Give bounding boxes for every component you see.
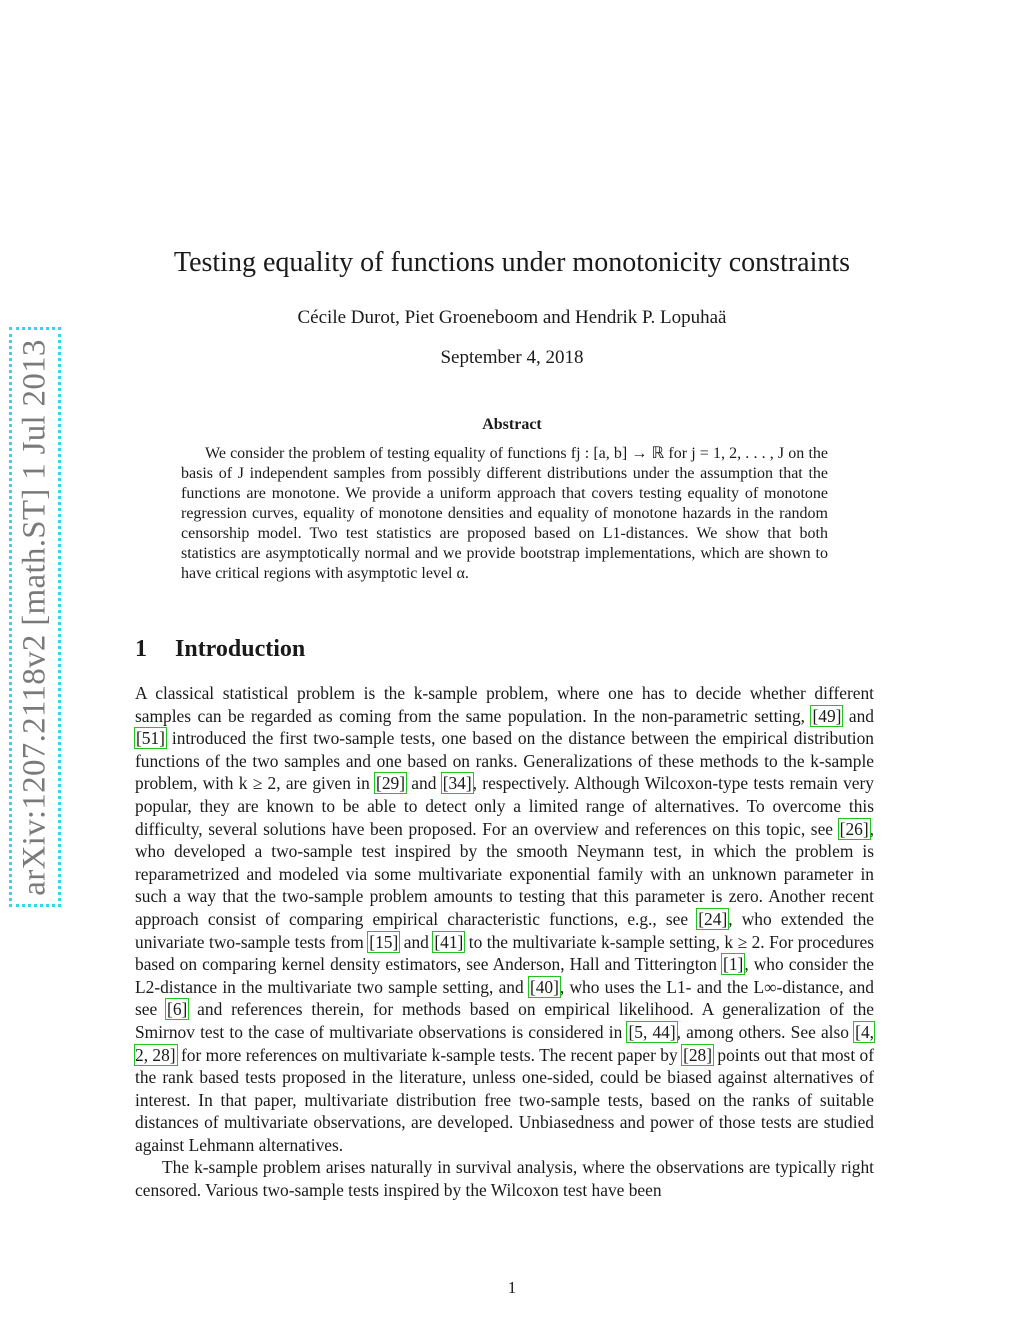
paragraph: The k-sample problem arises naturally in survival analysis, where the observations are typically right censored. Various two-sample tests inspired by the Wilcoxon test have been (135, 1157, 874, 1201)
text-run: , who consider the L2-distance in the multivariate two sample setting, and (135, 954, 874, 997)
citation-link[interactable]: [28] (683, 1044, 713, 1065)
citation-link[interactable]: [4, 2, 28] (135, 1021, 874, 1065)
paper-date: September 4, 2018 (440, 347, 584, 368)
text-run: and (406, 773, 442, 794)
citation-link[interactable]: [6] (167, 999, 188, 1020)
text-run: A classical statistical problem is the k-sample problem, where one has to decide whether different samples can be regarded as coming from the same population. In the non-parametric setting, (135, 683, 874, 726)
section-heading-introduction (135, 636, 305, 663)
abstract-heading: Abstract (482, 416, 542, 433)
citation-link[interactable]: [41] (434, 931, 464, 952)
paragraph (135, 682, 874, 1156)
citation-link[interactable]: [24] (698, 908, 728, 929)
arxiv-sidebar-stamp (9, 327, 61, 907)
text-run: , who uses the L1- and the L∞-distance, and see (135, 976, 874, 1020)
citation-link[interactable]: [29] (376, 773, 406, 794)
citation-link[interactable]: [15] (369, 931, 399, 952)
paper-authors: Cécile Durot, Piet Groeneboom and Hendrik P. Lopuhaä (297, 307, 727, 328)
introduction-body (135, 682, 874, 1202)
section-number: 1 (135, 636, 147, 662)
text-run: , among others. See also (676, 1021, 855, 1042)
text-run: to the multivariate k-sample setting, k ≥ 2. For procedures based on comparing kernel density estimators, see Anderson, Hall and Titterington (135, 931, 875, 975)
text-run: and (842, 705, 874, 726)
citation-link[interactable]: [40] (529, 976, 559, 997)
page-number: 1 (507, 1278, 517, 1297)
citation-link[interactable]: [26] (839, 818, 869, 839)
text-run: for more references on multivariate k-sample tests. The recent paper by (176, 1044, 683, 1065)
paper-title: Testing equality of functions under monotonicity constraints (173, 247, 851, 278)
text-run: points out that most of the rank based tests proposed in the literature, unless one-sided, could be biased against alternatives of interest. In that paper, multivariate distribution free two-sample tests, based on the ranks of suitable distances of multivariate observations, are developed. Unbiasedness and power of those tests are studied against Lehmann alternatives. (135, 1044, 874, 1155)
text-run: and references therein, for methods based on empirical likelihood. A generalization of the Smirnov test to the case of multivariate observations is considered in (135, 999, 874, 1042)
citation-link[interactable]: [51] (136, 728, 165, 749)
arxiv-identifier[interactable]: arXiv:1207.2118v2 [math.ST] 1 Jul 2013 (16, 338, 53, 896)
citation-link[interactable]: [5, 44] (628, 1021, 676, 1042)
text-run: introduced the first two-sample tests, one based on the distance between the empirical distribution functions of the two samples and one based on ranks. Generalizations of these methods to the k-sample problem, with k ≥ 2, are given in (135, 728, 874, 794)
section-title: Introduction (175, 636, 306, 662)
citation-link[interactable]: [1] (723, 954, 744, 975)
citation-link[interactable]: [49] (812, 705, 842, 726)
text-run: , who developed a two-sample test inspired by the smooth Neymann test, in which the problem is reparametrized and modeled via some multivariate exponential family with an unknown parameter in such a way that the two-sample problem amounts to testing that this parameter is zero. Another recent approach consist of comparing empirical characteristic functions, e.g., see (135, 818, 874, 929)
text-run: , respectively. Although Wilcoxon-type tests remain very popular, they are known to be able to detect only a limited range of alternatives. To overcome this difficulty, several solutions have been proposed. For an overview and references on this topic, see (135, 773, 874, 839)
text-run: , who extended the univariate two-sample tests from (135, 908, 874, 952)
text-run: and (399, 931, 434, 952)
abstract-text: We consider the problem of testing equality of functions fj : [a, b] → ℝ for j = 1, 2, . . . , J on the basis of J independent samples from possibly different distributions under the assumption that the functions are monotone. We provide a uniform approach that covers testing equality of monotone regression curves, equality of monotone densities and equality of monotone hazards in the random censorship model. Two test statistics are proposed based on L1-distances. We show that both statistics are asymptotically normal and we provide bootstrap implementations, which are shown to have critical regions with asymptotic level α. (181, 445, 828, 582)
citation-link[interactable]: [34] (442, 773, 472, 794)
